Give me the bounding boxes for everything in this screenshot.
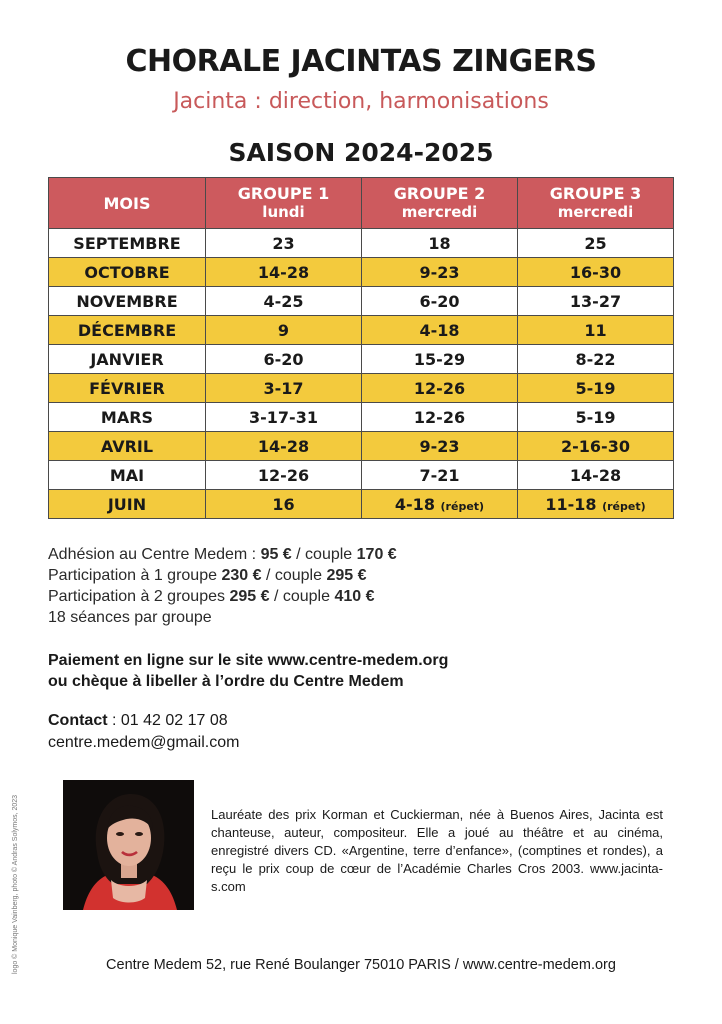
contact-email: centre.medem@gmail.com <box>48 734 240 751</box>
cell-groupe-2: 18 <box>362 229 518 258</box>
cell-groupe-2: 12-26 <box>362 403 518 432</box>
cell-groupe-3: 13-27 <box>518 287 674 316</box>
cell-mois: MARS <box>49 403 206 432</box>
cell-groupe-1: 6-20 <box>206 345 362 374</box>
cell-groupe-3: 2-16-30 <box>518 432 674 461</box>
price-line-1-groupe: Participation à 1 groupe 230 € / couple 295 € <box>48 567 367 584</box>
table-row <box>49 432 674 461</box>
header-mois: MOIS <box>49 178 206 229</box>
cell-groupe-2: 12-26 <box>362 374 518 403</box>
cell-groupe-1: 16 <box>206 490 362 519</box>
cell-groupe-1: 12-26 <box>206 461 362 490</box>
footer-address: Centre Medem 52, rue René Boulanger 75010 PARIS / www.centre-medem.org <box>106 957 616 973</box>
cell-groupe-1: 4-25 <box>206 287 362 316</box>
photo-credit: logo © Monique Vainberg, photo © Andras Solymos, 2023 <box>12 794 19 974</box>
season-heading: SAISON 2024-2025 <box>228 138 494 167</box>
cell-groupe-1: 3-17-31 <box>206 403 362 432</box>
table-row <box>49 461 674 490</box>
contact-info <box>48 710 668 754</box>
cell-groupe-2: 7-21 <box>362 461 518 490</box>
portrait-illustration <box>63 780 194 910</box>
cell-groupe-3: 16-30 <box>518 258 674 287</box>
portrait-photo <box>63 780 194 910</box>
cell-groupe-3: 5-19 <box>518 374 674 403</box>
cell-groupe-1: 9 <box>206 316 362 345</box>
page-title: CHORALE JACINTAS ZINGERS <box>125 44 597 79</box>
payment-info <box>48 650 688 692</box>
header-groupe-2: GROUPE 2 mercredi <box>362 178 518 229</box>
subtitle: Jacinta : direction, harmonisations <box>173 89 549 114</box>
price-list <box>48 544 668 628</box>
cell-groupe-2: 9-23 <box>362 258 518 287</box>
cell-groupe-3: 8-22 <box>518 345 674 374</box>
schedule-table <box>48 177 674 519</box>
table-row <box>49 490 674 519</box>
contact-label: Contact <box>48 712 108 729</box>
cell-mois: SEPTEMBRE <box>49 229 206 258</box>
cell-groupe-1: 14-28 <box>206 258 362 287</box>
table-header-row <box>49 178 674 229</box>
cell-groupe-3: 11-18 (répet) <box>518 490 674 519</box>
cell-note: (répet) <box>440 499 485 513</box>
sessions-line: 18 séances par groupe <box>48 609 212 626</box>
cell-groupe-3: 25 <box>518 229 674 258</box>
cell-groupe-3: 5-19 <box>518 403 674 432</box>
table-row <box>49 287 674 316</box>
cell-groupe-1: 14-28 <box>206 432 362 461</box>
cell-groupe-2: 4-18 <box>362 316 518 345</box>
cell-groupe-3: 11 <box>518 316 674 345</box>
contact-phone-line <box>48 710 668 732</box>
price-line-adhesion: Adhésion au Centre Medem : 95 € / couple 170 € <box>48 546 397 563</box>
cell-groupe-1: 23 <box>206 229 362 258</box>
table-row <box>49 229 674 258</box>
cell-groupe-1: 3-17 <box>206 374 362 403</box>
header-groupe-3: GROUPE 3 mercredi <box>518 178 674 229</box>
cell-mois: JUIN <box>49 490 206 519</box>
cell-mois: JANVIER <box>49 345 206 374</box>
price-line-2-groupes: Participation à 2 groupes 295 € / couple 410 € <box>48 588 375 605</box>
cell-groupe-2: 9-23 <box>362 432 518 461</box>
payment-line-cheque: ou chèque à libeller à l’ordre du Centre Medem <box>48 673 404 690</box>
cell-mois: MAI <box>49 461 206 490</box>
cell-mois: NOVEMBRE <box>49 287 206 316</box>
cell-mois: DÉCEMBRE <box>49 316 206 345</box>
cell-groupe-2: 6-20 <box>362 287 518 316</box>
cell-groupe-2: 15-29 <box>362 345 518 374</box>
cell-mois: AVRIL <box>49 432 206 461</box>
cell-note: (répet) <box>602 499 646 513</box>
payment-line-online: Paiement en ligne sur le site www.centre-medem.org <box>48 652 449 669</box>
cell-mois: FÉVRIER <box>49 374 206 403</box>
cell-mois: OCTOBRE <box>49 258 206 287</box>
table-row <box>49 316 674 345</box>
bio-text: Lauréate des prix Korman et Cuckierman, née à Buenos Aires, Jacinta est chanteuse, auteur, compositeur. Elle a joué au théâtre et au cinéma, enregistré divers CD. «Argentine, terre d’enfance», (comptines et rondes), a reçu le prix coup de cœur de l’Académie Charles Cros 2003. www.jacinta-s.com <box>211 807 663 894</box>
header-groupe-1: GROUPE 1 lundi <box>206 178 362 229</box>
cell-groupe-2: 4-18 (répet) <box>362 490 518 519</box>
table-row <box>49 403 674 432</box>
table-row <box>49 258 674 287</box>
contact-phone: : 01 42 02 17 08 <box>107 712 228 729</box>
table-row <box>49 374 674 403</box>
cell-groupe-3: 14-28 <box>518 461 674 490</box>
table-row <box>49 345 674 374</box>
